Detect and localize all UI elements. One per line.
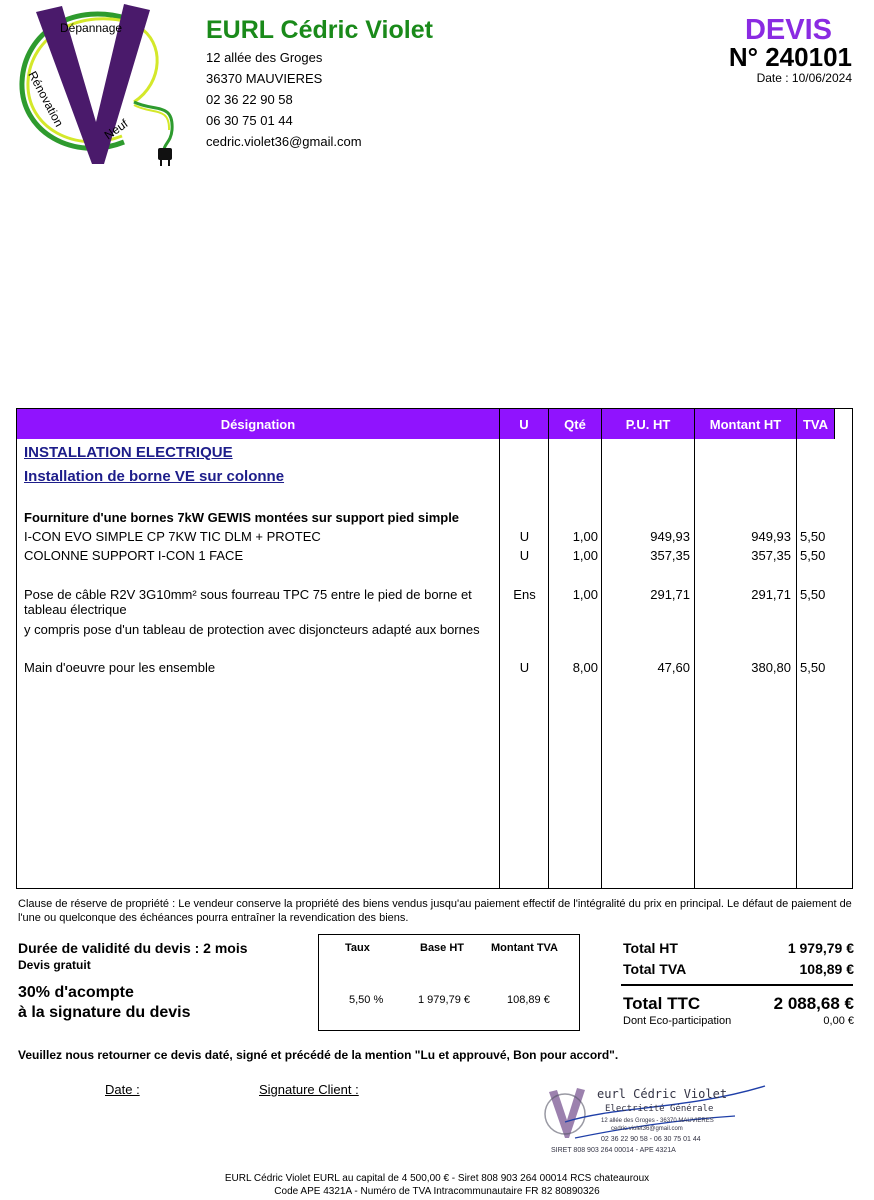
row-montant: 380,80 [751, 660, 791, 675]
company-address2: 36370 MAUVIERES [206, 71, 323, 86]
row-unit: Ens [513, 587, 536, 602]
header-designation: Désignation [17, 409, 500, 439]
deposit-text [18, 983, 191, 1023]
company-name: EURL Cédric Violet [206, 16, 433, 44]
row-pu: 949,93 [650, 529, 690, 544]
stamp-line1: eurl Cédric Violet [597, 1087, 728, 1101]
deposit-line1: 30% d'acompte [18, 984, 134, 1001]
row-designation: COLONNE SUPPORT I-CON 1 FACE [24, 548, 244, 563]
group-title: Fourniture d'une bornes 7kW GEWIS montées sur support pied simple [24, 510, 460, 525]
company-phone2: 06 30 75 01 44 [206, 113, 293, 128]
row-qty: 1,00 [572, 548, 598, 563]
stamp-line4: cedric.violet36@gmail.com [611, 1126, 683, 1132]
deposit-line2: à la signature du devis [18, 1004, 191, 1021]
vat-base: 1 979,79 € [418, 994, 470, 1006]
vat-amount: 108,89 € [507, 994, 550, 1006]
total-tva-value: 108,89 € [799, 961, 854, 977]
company-email: cedric.violet36@gmail.com [206, 134, 362, 149]
stamp-line6: SIRET 808 903 264 00014 - APE 4321A [551, 1147, 676, 1154]
company-address1: 12 allée des Groges [206, 50, 323, 65]
header-pu-ht: P.U. HT [602, 409, 695, 439]
total-tva-label: Total TVA [623, 961, 687, 977]
row-unit: U [519, 548, 530, 563]
row-qty: 8,00 [572, 660, 598, 675]
footer-line2: Code APE 4321A - Numéro de TVA Intracommunautaire FR 82 80890326 [274, 1186, 600, 1197]
section-subtitle: Installation de borne VE sur colonne [24, 468, 285, 485]
row-tva: 5,50 [800, 587, 826, 602]
footer-line1: EURL Cédric Violet EURL au capital de 4 500,00 € - Siret 808 903 264 00014 RCS chateauroux [224, 1173, 650, 1184]
section-title: INSTALLATION ELECTRIQUE [24, 444, 233, 461]
devis-date: Date : 10/06/2024 [756, 71, 852, 85]
total-ttc-label: Total TTC [623, 994, 701, 1013]
header-montant-ht: Montant HT [695, 409, 797, 439]
row-montant: 357,35 [751, 548, 791, 563]
date-field-label: Date : [105, 1082, 140, 1097]
signature-field-label: Signature Client : [259, 1082, 359, 1097]
column-divider [796, 439, 797, 888]
vat-rate: 5,50 % [349, 994, 384, 1006]
eco-participation-value: 0,00 € [823, 1015, 854, 1027]
total-ht-value: 1 979,79 € [787, 940, 854, 956]
row-pu: 47,60 [657, 660, 690, 675]
vat-breakdown-box [318, 934, 580, 1031]
row-montant: 291,71 [751, 587, 791, 602]
row-unit: U [519, 660, 530, 675]
row-tva: 5,50 [800, 529, 826, 544]
company-stamp [535, 1080, 775, 1160]
vat-header-base: Base HT [420, 942, 465, 954]
row-qty: 1,00 [572, 587, 598, 602]
logo-text-left: Rénovation [25, 68, 67, 130]
row-note: y compris pose d'un tableau de protection avec disjoncteurs adapté aux bornes [24, 622, 480, 637]
row-designation: Pose de câble R2V 3G10mm² sous fourreau TPC 75 entre le pied de borne et tableau électrique [24, 587, 472, 617]
devis-title: DEVIS [744, 14, 832, 46]
row-tva: 5,50 [800, 660, 826, 675]
row-unit: U [519, 529, 530, 544]
header-unit: U [500, 409, 549, 439]
row-qty: 1,00 [572, 529, 598, 544]
vat-header-amount: Montant TVA [491, 942, 559, 954]
devis-number: N° 240101 [728, 42, 852, 72]
quote-table [16, 408, 853, 889]
row-designation: I-CON EVO SIMPLE CP 7KW TIC DLM + PROTEC [24, 529, 321, 544]
logo-text-top: Dépannage [60, 21, 123, 35]
company-phone1: 02 36 22 90 58 [206, 92, 293, 107]
return-instruction: Veuillez nous retourner ce devis daté, signé et précédé de la mention "Lu et approuvé, Bon pour accord". [18, 1048, 619, 1062]
header-tva: TVA [797, 409, 835, 439]
stamp-line2: Electricité Générale [605, 1104, 714, 1114]
row-pu: 357,35 [650, 548, 690, 563]
vat-header-rate: Taux [345, 942, 370, 954]
row-pu: 291,71 [650, 587, 690, 602]
total-ht-label: Total HT [623, 940, 678, 956]
stamp-line3: 12 allée des Groges - 36370 MAUVIERES [601, 1118, 714, 1124]
company-logo [14, 2, 184, 172]
free-quote-text: Devis gratuit [18, 958, 91, 972]
total-ttc-value: 2 088,68 € [773, 994, 854, 1013]
validity-text: Durée de validité du devis : 2 mois [18, 940, 248, 956]
eco-participation-label: Dont Eco-participation [623, 1015, 732, 1027]
totals-divider [621, 984, 853, 986]
row-designation: Main d'oeuvre pour les ensemble [24, 660, 216, 675]
row-tva: 5,50 [800, 548, 826, 563]
stamp-line5: 02 36 22 90 58 - 06 30 75 01 44 [601, 1136, 701, 1143]
ownership-clause: Clause de réserve de propriété : Le vendeur conserve la propriété des biens vendus jusqu'au paiement effectif de l'intégralité du prix en principal. Le défaut de paiement de l'une ou quelconque des échéances pourra entraîner la revendication des biens. [18, 898, 852, 924]
logo-text-bottom: Neuf [101, 116, 131, 143]
row-montant: 949,93 [751, 529, 791, 544]
header-qty: Qté [549, 409, 602, 439]
